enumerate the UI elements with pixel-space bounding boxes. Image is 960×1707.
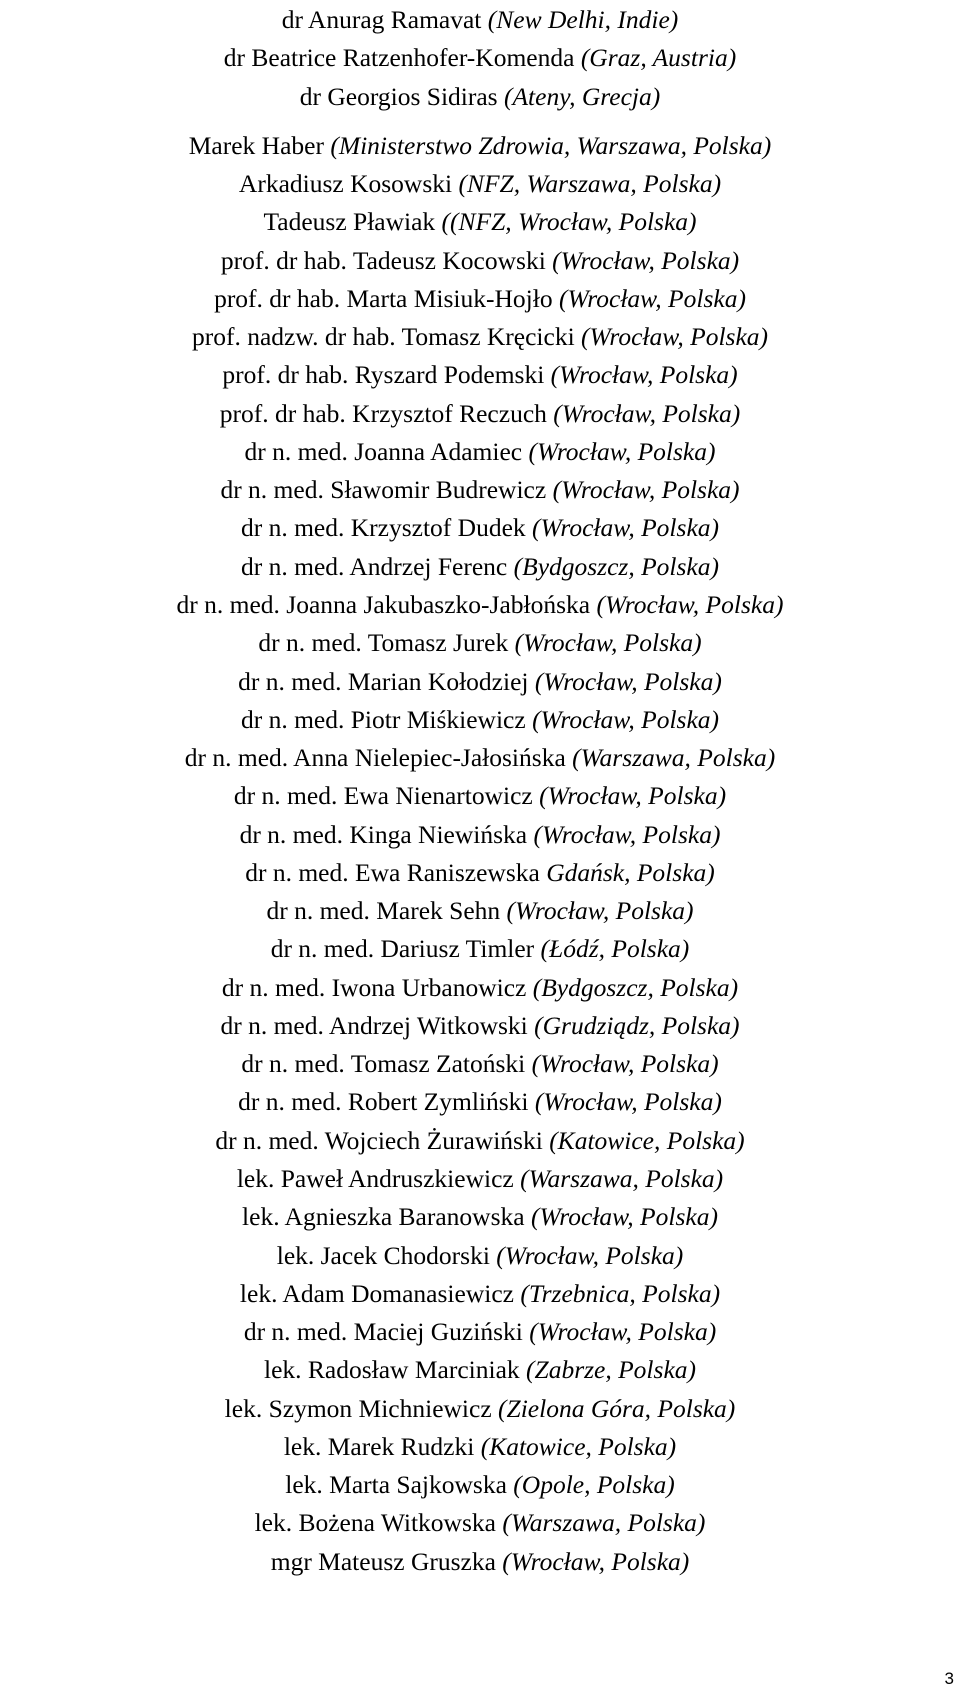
- member-name: dr n. med. Anna Nielepiec-Jałosińska: [184, 743, 566, 773]
- committee-member: [0, 1122, 960, 1160]
- member-affiliation: (Wrocław, Polska): [532, 513, 719, 543]
- member-name: dr n. med. Wojciech Żurawiński: [215, 1125, 543, 1155]
- member-name: lek. Radosław Marciniak: [264, 1355, 520, 1385]
- committee-member: [0, 969, 960, 1007]
- committee-member: [0, 1390, 960, 1428]
- committee-member: [0, 1237, 960, 1275]
- member-name: dr n. med. Kinga Niewińska: [239, 819, 528, 849]
- member-name: dr n. med. Marian Kołodziej: [238, 666, 529, 696]
- member-affiliation: (Ministerstwo Zdrowia, Warszawa, Polska): [330, 130, 772, 160]
- member-affiliation: (Wrocław, Polska): [552, 245, 740, 275]
- committee-member: [0, 816, 960, 854]
- member-affiliation: (Wrocław, Polska): [534, 666, 722, 696]
- member-name: dr Anurag Ramavat: [281, 5, 482, 34]
- member-name: lek. Adam Domanasiewicz: [239, 1278, 514, 1308]
- committee-member: [0, 1007, 960, 1045]
- member-name: dr n. med. Andrzej Ferenc: [241, 551, 508, 581]
- member-affiliation: (Trzebnica, Polska): [520, 1278, 721, 1308]
- member-affiliation: (Wrocław, Polska): [553, 398, 741, 428]
- committee-member: [0, 1543, 960, 1581]
- member-name: dr n. med. Dariusz Timler: [270, 934, 535, 964]
- member-affiliation: (Wrocław, Polska): [502, 1546, 690, 1576]
- member-affiliation: (New Delhi, Indie): [487, 5, 679, 34]
- member-name: dr Georgios Sidiras: [299, 81, 498, 111]
- member-affiliation: (Wrocław, Polska): [596, 589, 784, 619]
- member-name: dr n. med. Robert Zymliński: [238, 1087, 529, 1117]
- committee-member: [0, 1083, 960, 1121]
- member-affiliation: (Wrocław, Polska): [581, 322, 769, 352]
- member-name: prof. dr hab. Krzysztof Reczuch: [219, 398, 547, 428]
- member-affiliation: (Katowice, Polska): [549, 1125, 745, 1155]
- member-affiliation: (Bydgoszcz, Polska): [532, 972, 739, 1002]
- member-name: lek. Marta Sajkowska: [285, 1470, 507, 1500]
- member-affiliation: (Wrocław, Polska): [532, 704, 720, 734]
- member-name: Marek Haber: [188, 130, 324, 160]
- member-name: lek. Jacek Chodorski: [276, 1240, 490, 1270]
- member-name: dr n. med. Sławomir Budrewicz: [220, 475, 547, 505]
- committee-member: [0, 1428, 960, 1466]
- member-affiliation: (NFZ, Warszawa, Polska): [458, 169, 722, 199]
- member-affiliation: (Opole, Polska): [513, 1470, 675, 1500]
- committee-member: [0, 701, 960, 739]
- committee-member: [0, 1160, 960, 1198]
- member-name: dr n. med. Joanna Jakubaszko-Jabłońska: [176, 589, 591, 619]
- member-affiliation: (Wrocław, Polska): [533, 819, 721, 849]
- committee-member: [0, 395, 960, 433]
- member-name: dr Beatrice Ratzenhofer-Komenda: [223, 43, 575, 73]
- committee-member: [0, 39, 960, 77]
- member-affiliation: ((NFZ, Wrocław, Polska): [441, 207, 697, 237]
- committee-member: [0, 1198, 960, 1236]
- member-name: lek. Paweł Andruszkiewicz: [236, 1163, 514, 1193]
- member-name: prof. dr hab. Tadeusz Kocowski: [220, 245, 546, 275]
- member-name: dr n. med. Ewa Raniszewska: [245, 857, 540, 887]
- member-name: lek. Szymon Michniewicz: [224, 1393, 492, 1423]
- committee-member: [0, 203, 960, 241]
- member-name: lek. Marek Rudzki: [283, 1431, 475, 1461]
- committee-member: [0, 663, 960, 701]
- member-name: lek. Agnieszka Baranowska: [242, 1202, 525, 1232]
- member-affiliation: (Warszawa, Polska): [572, 743, 776, 773]
- member-name: prof. dr hab. Ryszard Podemski: [222, 360, 545, 390]
- committee-member: [0, 433, 960, 471]
- member-name: dr n. med. Ewa Nienartowicz: [233, 781, 533, 811]
- member-name: dr n. med. Tomasz Zatoński: [241, 1049, 526, 1079]
- committee-member: [0, 892, 960, 930]
- committee-member: [0, 356, 960, 394]
- member-affiliation: (Łódź, Polska): [540, 934, 690, 964]
- member-name: mgr Mateusz Gruszka: [270, 1546, 496, 1576]
- member-affiliation: (Wrocław, Polska): [552, 475, 740, 505]
- member-name: dr n. med. Andrzej Witkowski: [220, 1010, 528, 1040]
- committee-member: [0, 930, 960, 968]
- member-name: dr n. med. Piotr Miśkiewicz: [240, 704, 526, 734]
- member-name: dr n. med. Krzysztof Dudek: [240, 513, 526, 543]
- member-affiliation: (Wrocław, Polska): [539, 781, 727, 811]
- member-affiliation: (Wrocław, Polska): [534, 1087, 722, 1117]
- committee-member: [0, 548, 960, 586]
- page-number: 3: [944, 1669, 954, 1688]
- committee-member: [0, 509, 960, 547]
- member-affiliation: (Warszawa, Polska): [502, 1508, 706, 1538]
- member-name: lek. Bożena Witkowska: [254, 1508, 496, 1538]
- member-name: dr n. med. Joanna Adamiec: [244, 436, 523, 466]
- member-affiliation: (Wrocław, Polska): [506, 896, 694, 926]
- member-affiliation: (Graz, Austria): [580, 43, 737, 73]
- committee-member: [0, 854, 960, 892]
- committee-member: [0, 1466, 960, 1504]
- member-name: prof. dr hab. Marta Misiuk-Hojło: [214, 283, 553, 313]
- committee-member: [0, 1045, 960, 1083]
- member-affiliation: (Ateny, Grecja): [503, 81, 661, 111]
- member-affiliation: (Wrocław, Polska): [514, 628, 702, 658]
- committee-member: [0, 78, 960, 116]
- member-name: dr n. med. Iwona Urbanowicz: [221, 972, 527, 1002]
- committee-list: [0, 1, 960, 1581]
- member-name: prof. nadzw. dr hab. Tomasz Kręcicki: [191, 322, 575, 352]
- committee-member: [0, 1504, 960, 1542]
- member-name: Tadeusz Pławiak: [263, 207, 436, 237]
- member-name: dr n. med. Marek Sehn: [266, 896, 501, 926]
- member-affiliation: (Wrocław, Polska): [531, 1049, 719, 1079]
- member-name: Arkadiusz Kosowski: [238, 169, 453, 199]
- committee-group-national: [0, 127, 960, 1581]
- member-affiliation: (Wrocław, Polska): [496, 1240, 684, 1270]
- committee-member: [0, 624, 960, 662]
- member-affiliation: (Wrocław, Polska): [550, 360, 738, 390]
- member-affiliation: (Bydgoszcz, Polska): [513, 551, 719, 581]
- committee-member: [0, 739, 960, 777]
- member-affiliation: (Wrocław, Polska): [530, 1202, 718, 1232]
- committee-member: [0, 242, 960, 280]
- group-spacer: [0, 116, 960, 127]
- committee-member: [0, 165, 960, 203]
- committee-member: [0, 280, 960, 318]
- member-affiliation: Gdańsk, Polska): [546, 857, 715, 887]
- member-affiliation: (Grudziądz, Polska): [534, 1010, 740, 1040]
- committee-member: [0, 127, 960, 165]
- committee-member: [0, 777, 960, 815]
- committee-member: [0, 1313, 960, 1351]
- committee-member: [0, 1, 960, 39]
- member-affiliation: (Zielona Góra, Polska): [498, 1393, 736, 1423]
- committee-member: [0, 318, 960, 356]
- member-affiliation: (Zabrze, Polska): [526, 1355, 696, 1385]
- member-affiliation: (Warszawa, Polska): [520, 1163, 724, 1193]
- member-affiliation: (Wrocław, Polska): [529, 1317, 717, 1347]
- member-affiliation: (Wrocław, Polska): [558, 283, 746, 313]
- member-name: dr n. med. Tomasz Jurek: [258, 628, 509, 658]
- committee-member: [0, 1275, 960, 1313]
- member-affiliation: (Katowice, Polska): [480, 1431, 677, 1461]
- member-affiliation: (Wrocław, Polska): [528, 436, 716, 466]
- committee-member: [0, 586, 960, 624]
- member-name: dr n. med. Maciej Guziński: [243, 1317, 523, 1347]
- committee-group-international: [0, 1, 960, 116]
- committee-member: [0, 471, 960, 509]
- committee-member: [0, 1351, 960, 1389]
